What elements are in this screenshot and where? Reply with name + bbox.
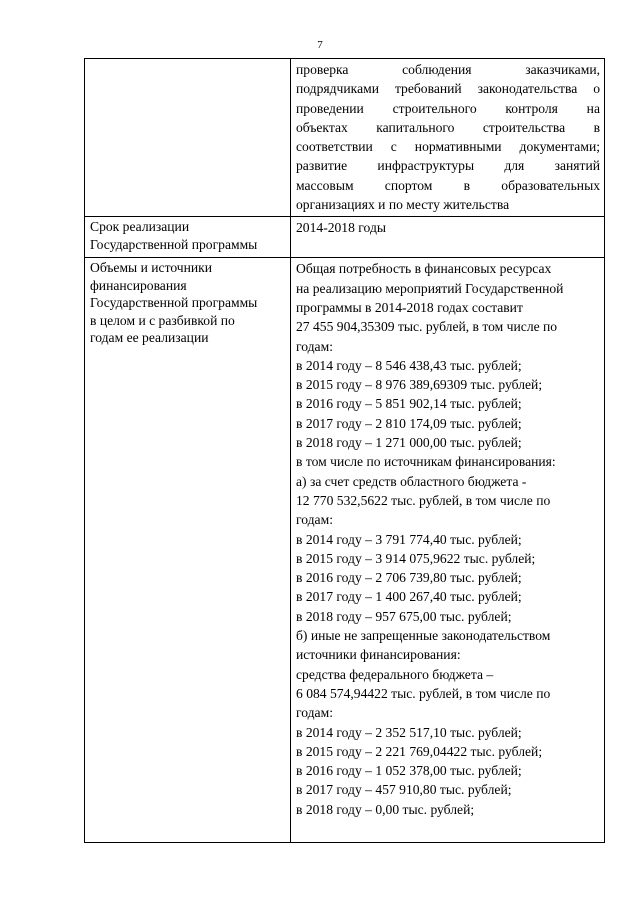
- text-line: проведении строительного контроля на: [296, 100, 600, 116]
- funding-label: [85, 258, 291, 843]
- text-line: в 2018 году – 1 271 000,00 тыс. рублей;: [296, 435, 522, 451]
- text-line: в 2016 году – 1 052 378,00 тыс. рублей;: [296, 763, 522, 779]
- text-line: в 2015 году – 8 976 389,69309 тыс. рублей;: [296, 377, 543, 393]
- text-line: на реализацию мероприятий Государственной: [296, 280, 564, 296]
- period-label: [85, 217, 291, 258]
- label-line: финансирования: [90, 277, 187, 293]
- text-line: а) за счет средств областного бюджета -: [296, 473, 527, 489]
- text-line: в 2014 году – 8 546 438,43 тыс. рублей;: [296, 357, 522, 373]
- text-line: в 2018 году – 957 675,00 тыс. рублей;: [296, 608, 512, 624]
- text-line: в 2015 году – 3 914 075,9622 тыс. рублей;: [296, 550, 536, 566]
- text-line: соответствии с нормативными документами;: [296, 139, 600, 155]
- text-line: массовым спортом в образовательных: [296, 177, 600, 193]
- page-number: 7: [317, 39, 323, 51]
- text-line: б) иные не запрещенные законодательством: [296, 628, 551, 644]
- program-passport-table: [84, 58, 605, 843]
- table-row: [85, 217, 605, 258]
- text-line: развитие инфраструктуры для занятий: [296, 158, 600, 174]
- row-label-empty: [85, 59, 291, 217]
- objectives-cell: [291, 59, 605, 217]
- text-line: в 2016 году – 5 851 902,14 тыс. рублей;: [296, 396, 522, 412]
- label-line: Объемы и источники: [90, 260, 213, 276]
- text-line: программы в 2014-2018 годах составит: [296, 299, 523, 315]
- label-line: годам ее реализации: [90, 330, 209, 346]
- text-line: организациях и по месту жительства: [296, 197, 510, 213]
- text-line: проверка соблюдения заказчиками,: [296, 62, 600, 77]
- text-line: в 2015 году – 2 221 769,04422 тыс. рублей;: [296, 743, 543, 759]
- text-line: годам:: [296, 512, 333, 528]
- text-line: 12 770 532,5622 тыс. рублей, в том числе по: [296, 492, 551, 508]
- text-line: в 2014 году – 2 352 517,10 тыс. рублей;: [296, 724, 522, 740]
- period-value: 2014-2018 годы: [291, 217, 605, 258]
- text-line: в 2017 году – 2 810 174,09 тыс. рублей;: [296, 415, 522, 431]
- text-line: средства федерального бюджета –: [296, 666, 494, 682]
- text-line: 27 455 904,35309 тыс. рублей, в том числе по: [296, 319, 558, 335]
- funding-value: [291, 258, 605, 843]
- table-row: [85, 258, 605, 843]
- text-line: в 2017 году – 1 400 267,40 тыс. рублей;: [296, 589, 522, 605]
- text-line: годам:: [296, 338, 333, 354]
- text-line: в 2016 году – 2 706 739,80 тыс. рублей;: [296, 570, 522, 586]
- text-line: подрядчиками требований законодательства о: [296, 81, 600, 97]
- text-line: Общая потребность в финансовых ресурсах: [296, 261, 552, 277]
- text-line: в 2018 году – 0,00 тыс. рублей;: [296, 801, 475, 817]
- text-line: 6 084 574,94422 тыс. рублей, в том числе по: [296, 685, 551, 701]
- text-line: объектах капитального строительства в: [296, 119, 600, 135]
- label-line: Срок реализации: [90, 219, 190, 235]
- table-row: [85, 59, 605, 217]
- text-line: в том числе по источникам финансирования:: [296, 454, 556, 470]
- text-line: источники финансирования:: [296, 647, 461, 663]
- label-line: Государственной программы: [90, 236, 258, 252]
- text-line: в 2014 году – 3 791 774,40 тыс. рублей;: [296, 531, 522, 547]
- text-line: годам:: [296, 705, 333, 721]
- text-line: в 2017 году – 457 910,80 тыс. рублей;: [296, 782, 512, 798]
- label-line: в целом и с разбивкой по: [90, 312, 235, 328]
- label-line: Государственной программы: [90, 295, 258, 311]
